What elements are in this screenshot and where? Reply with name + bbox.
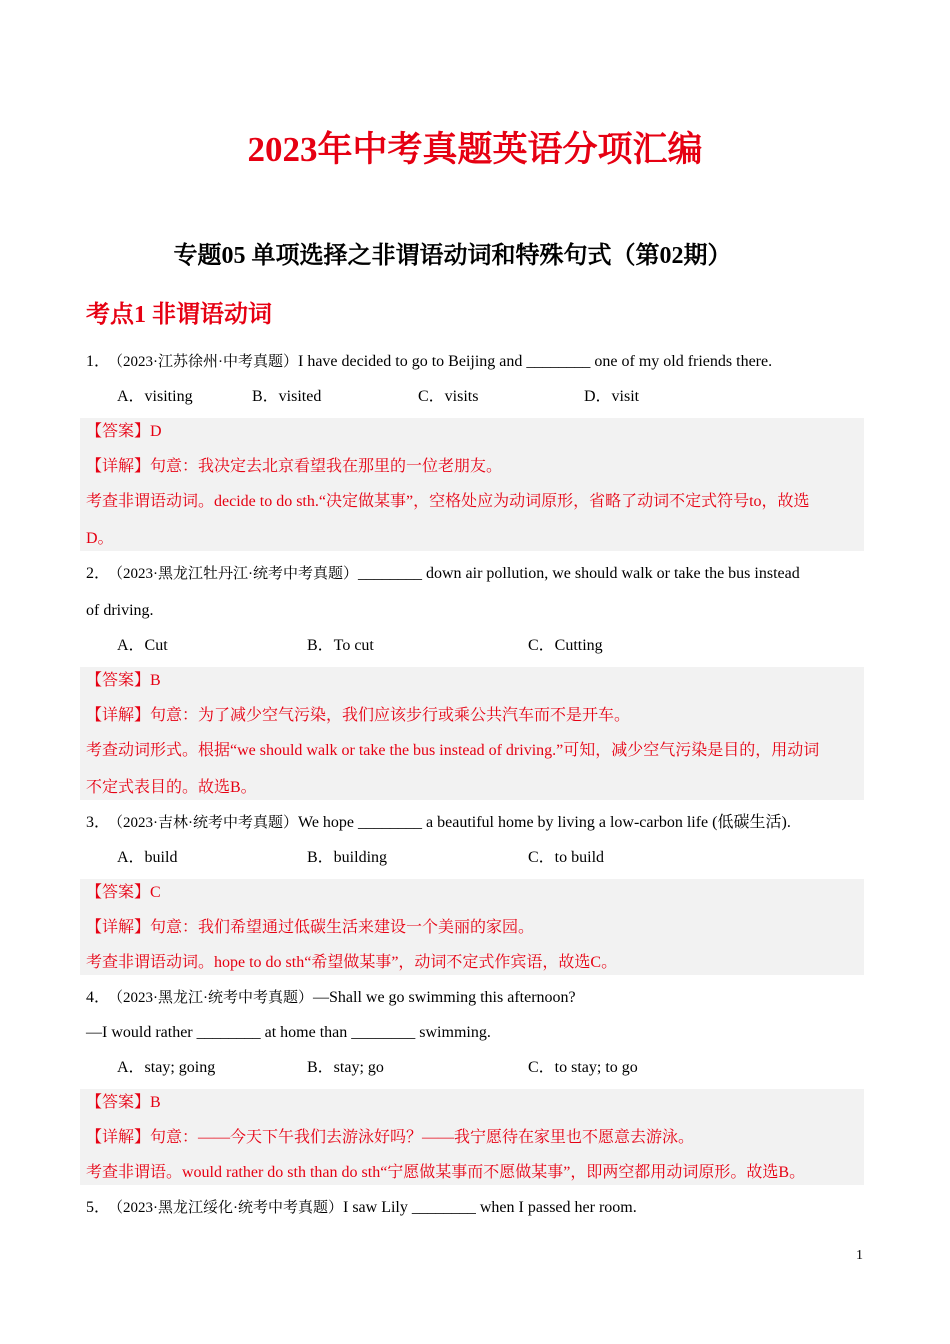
- option-c: C．to build: [528, 849, 605, 866]
- question-3: [86, 812, 791, 834]
- question-2: [86, 563, 800, 585]
- question-number: 5．: [86, 1199, 111, 1216]
- option-c: C．visits: [418, 388, 479, 405]
- section-heading: 考点1 非谓语动词: [86, 302, 272, 328]
- question-stem: ________ down air pollution, we should walk or take the bus instead: [358, 565, 800, 582]
- option-b: B．visited: [252, 388, 322, 405]
- detail: 【详解】句意：我们希望通过低碳生活来建设一个美丽的家园。: [86, 919, 535, 936]
- question-4: [86, 987, 576, 1009]
- question-stem: We hope ________ a beautiful home by living a low-carbon life (低碳生活).: [298, 814, 791, 831]
- option-a: A．stay; going: [117, 1059, 216, 1076]
- question-stem: I have decided to go to Beijing and ________ one of my old friends there.: [298, 353, 773, 370]
- detail: 【详解】句意：——今天下午我们去游泳好吗？——我宁愿待在家里也不愿意去游泳。: [86, 1129, 695, 1146]
- question-number: 1．: [86, 353, 111, 370]
- explanation-cont: 不定式表目的。故选B。: [86, 779, 257, 796]
- option-b: B．To cut: [307, 637, 374, 654]
- question-number: 2．: [86, 565, 111, 582]
- option-b: B．stay; go: [307, 1059, 384, 1076]
- question-source: （2023·黑龙江绥化·统考中考真题）: [108, 1200, 343, 1216]
- answer: 【答案】B: [86, 1094, 161, 1111]
- option-a: A．Cut: [117, 637, 168, 654]
- option-d: D．visit: [584, 388, 640, 405]
- question-stem-cont: —I would rather ________ at home than ________ swimming.: [86, 1024, 491, 1041]
- topic-subtitle: 专题05 单项选择之非谓语动词和特殊句式（第02期）: [173, 243, 732, 269]
- question-stem: I saw Lily ________ when I passed her room.: [343, 1199, 637, 1216]
- detail: 【详解】句意：我决定去北京看望我在那里的一位老朋友。: [86, 458, 503, 475]
- option-c: C．to stay; to go: [528, 1059, 638, 1076]
- explanation-cont: D。: [86, 530, 114, 547]
- question-5: [86, 1197, 637, 1219]
- answer-block-1: [80, 418, 864, 551]
- question-source: （2023·江苏徐州·中考真题）: [108, 354, 298, 370]
- option-a: A．visiting: [117, 388, 193, 405]
- option-a: A．build: [117, 849, 178, 866]
- explanation: 考查非谓语。would rather do sth than do sth“宁愿做某事而不愿做某事”，即两空都用动词原形。故选B。: [86, 1164, 806, 1181]
- option-c: C．Cutting: [528, 637, 603, 654]
- question-number: 4．: [86, 989, 111, 1006]
- answer: 【答案】D: [86, 423, 162, 440]
- question-source: （2023·吉林·统考中考真题）: [108, 815, 298, 831]
- answer: 【答案】B: [86, 672, 161, 689]
- option-b: B．building: [307, 849, 388, 866]
- explanation: 考查动词形式。根据“we should walk or take the bus instead of driving.”可知，减少空气污染是目的，用动词: [86, 742, 820, 759]
- answer: 【答案】C: [86, 884, 161, 901]
- explanation: 考查非谓语动词。decide to do sth.“决定做某事”，空格处应为动词原形，省略了动词不定式符号to，故选: [86, 493, 810, 510]
- question-source: （2023·黑龙江牡丹江·统考中考真题）: [108, 566, 358, 582]
- page-number: 1: [856, 1248, 863, 1263]
- detail: 【详解】句意：为了减少空气污染，我们应该步行或乘公共汽车而不是开车。: [86, 707, 631, 724]
- question-source: （2023·黑龙江·统考中考真题）: [108, 990, 313, 1006]
- question-1: [86, 351, 772, 373]
- document-title: 2023年中考真题英语分项汇编: [247, 130, 703, 169]
- question-stem: —Shall we go swimming this afternoon?: [313, 989, 576, 1006]
- question-number: 3．: [86, 814, 111, 831]
- explanation: 考查非谓语动词。hope to do sth“希望做某事”，动词不定式作宾语，故选C。: [86, 954, 618, 971]
- question-stem-cont: of driving.: [86, 602, 154, 619]
